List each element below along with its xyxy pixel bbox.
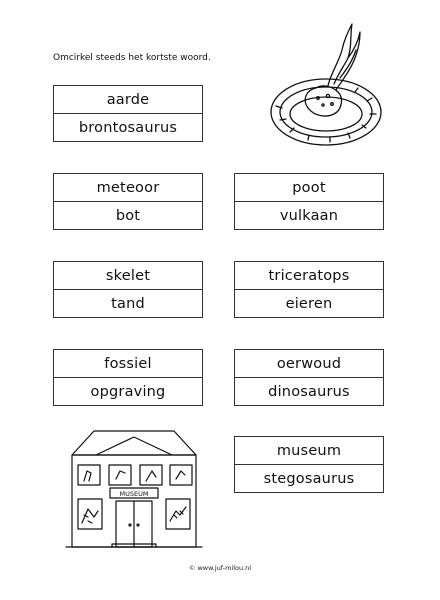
word-pair-3: [234, 173, 384, 230]
meteor-crater-illustration: [268, 20, 388, 150]
word-pair-8: [234, 436, 384, 493]
word-cell[interactable]: stegosaurus: [235, 464, 383, 492]
museum-sign-text: MUSEUM: [119, 490, 149, 498]
museum-building-illustration: [64, 425, 204, 555]
word-pair-4: [53, 261, 203, 318]
word-cell[interactable]: skelet: [105, 267, 151, 284]
word-cell[interactable]: meteoor: [96, 179, 160, 196]
word-cell[interactable]: fossiel: [104, 355, 152, 372]
word-cell[interactable]: oerwoud: [276, 355, 342, 372]
instruction-text: Omcirkel steeds het kortste woord.: [53, 53, 211, 63]
word-cell[interactable]: tand: [54, 289, 202, 317]
word-pair-5: [234, 261, 384, 318]
word-cell[interactable]: bot: [54, 201, 202, 229]
word-cell[interactable]: poot: [292, 179, 326, 196]
word-cell[interactable]: dinosaurus: [235, 377, 383, 405]
word-cell[interactable]: brontosaurus: [54, 113, 202, 141]
word-cell[interactable]: triceratops: [268, 267, 350, 284]
footer-copyright: © www.juf-milou.nl: [188, 564, 252, 572]
word-cell[interactable]: eieren: [235, 289, 383, 317]
word-cell[interactable]: opgraving: [54, 377, 202, 405]
word-pair-6: [53, 349, 203, 406]
word-pair-2: [53, 173, 203, 230]
word-cell[interactable]: aarde: [106, 91, 150, 108]
word-pair-1: [53, 85, 203, 142]
word-cell[interactable]: vulkaan: [235, 201, 383, 229]
word-cell[interactable]: museum: [276, 442, 342, 459]
word-pair-7: [234, 349, 384, 406]
